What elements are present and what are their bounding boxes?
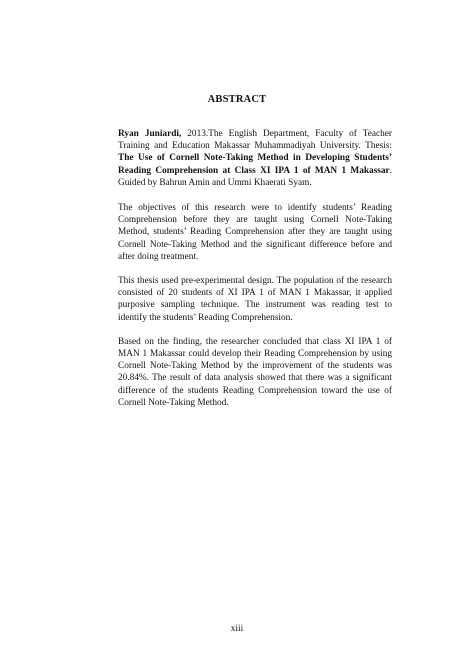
citation-guidance: . Guided by Bahrun Amin and Ummi Khaerati Syam. bbox=[118, 165, 392, 188]
objectives-paragraph: The objectives of this research were to identify students’ Reading Comprehension before they are taught using Cornell Note-Taking Method, students’ Reading Comprehension after they are taught using Cornell Note-Taking Method and the significant difference before and after doing treatment. bbox=[118, 203, 392, 262]
thesis-title: The Use of Cornell Note-Taking Method in Developing Students’ Reading Comprehension at Class XI IPA 1 of MAN 1 Makassar bbox=[118, 153, 392, 176]
author-name: Ryan Juniardi, bbox=[118, 129, 182, 139]
method-paragraph: This thesis used pre-experimental design. The population of the research consisted of 20 students of XI IPA 1 of MAN 1 Makassar, it applied purposive sampling technique. The instrument was reading test to identify the students’ Reading Comprehension. bbox=[118, 276, 392, 323]
findings-paragraph: Based on the finding, the researcher concluded that class XI IPA 1 of MAN 1 Makassar could develop their Reading Comprehension by using Cornell Note-Taking Method by the improvement of the students was 20.84%. The result of data analysis showed that there was a significant difference of the students Reading Comprehension toward the use of Cornell Note-Taking Method. bbox=[118, 336, 392, 408]
abstract-body bbox=[118, 128, 392, 421]
page-number: xiii bbox=[230, 624, 244, 634]
citation-paragraph bbox=[118, 128, 392, 189]
abstract-title: ABSTRACT bbox=[207, 94, 267, 105]
citation-intro: 2013.The English Department, Faculty of Teacher Training and Education Makassar Muhammadiyah University. Thesis: bbox=[118, 129, 392, 152]
